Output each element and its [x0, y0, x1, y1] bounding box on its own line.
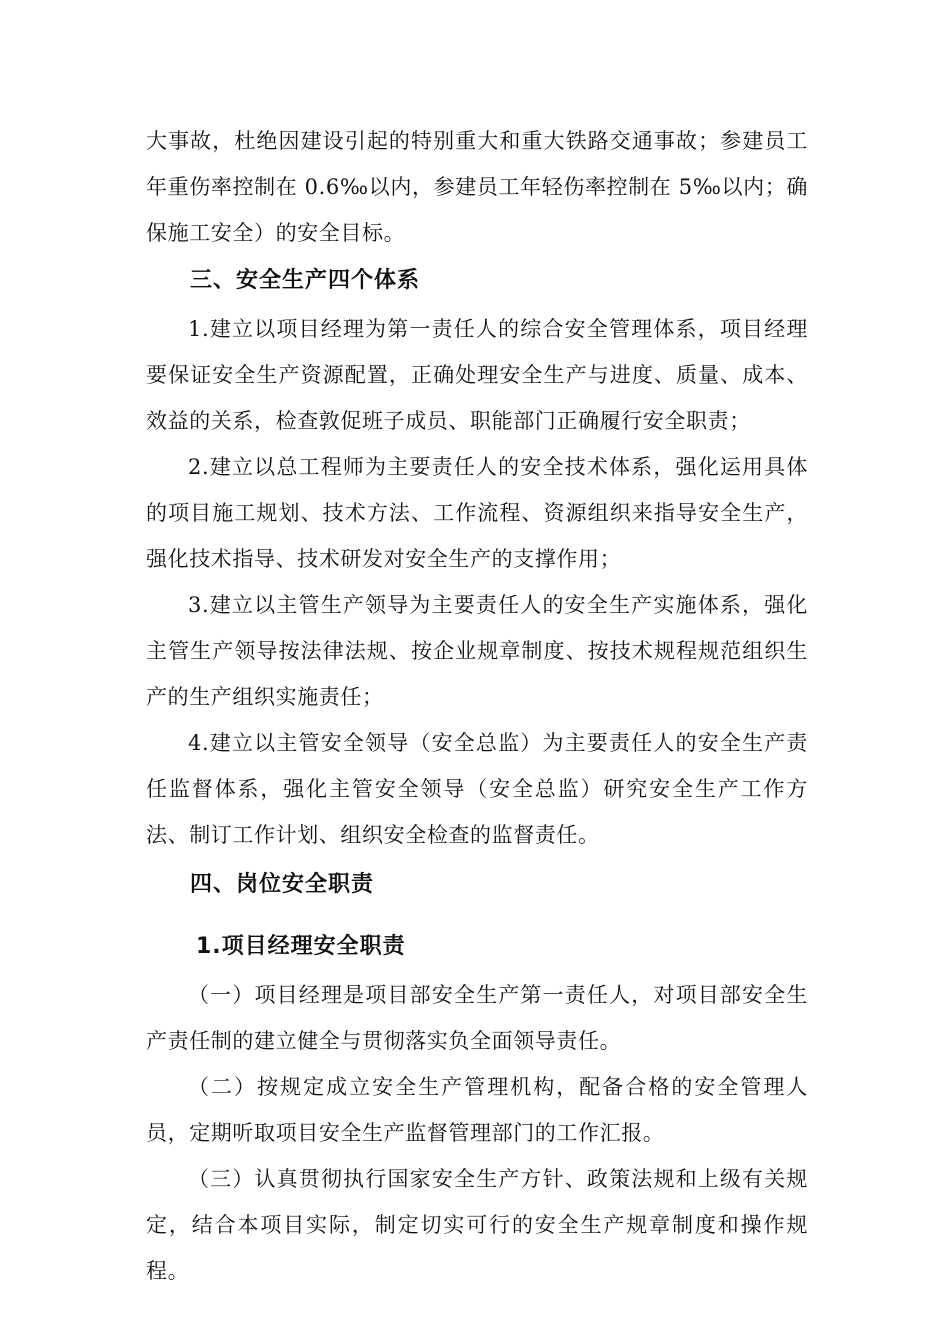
section-heading-safety-systems: 三、安全生产四个体系 [190, 268, 421, 293]
safety-system-item-3: 3.建立以主管生产领导为主要责任人的安全生产实施体系，强化主管生产领导按法律法规、按企业规章制度、按技术规程规范组织生产的生产组织实施责任； [146, 593, 808, 709]
safety-system-item-2: 2.建立以总工程师为主要责任人的安全技术体系，强化运用具体的项目施工规划、技术方法、工作流程、资源组织来指导安全生产，强化技术指导、技术研发对安全生产的支撑作用； [146, 455, 808, 571]
pm-duty-item-2: （二）按规定成立安全生产管理机构，配备合格的安全管理人员，定期听取项目安全生产监督管理部门的工作汇报。 [146, 1075, 808, 1145]
intro-paragraph: 大事故，杜绝因建设引起的特别重大和重大铁路交通事故；参建员工年重伤率控制在 0.6‰以内，参建员工年轻伤率控制在 5‰以内；确保施工安全）的安全目标。 [146, 129, 808, 245]
safety-system-item-1: 1.建立以项目经理为第一责任人的综合安全管理体系，项目经理要保证安全生产资源配置，正确处理安全生产与进度、质量、成本、效益的关系，检查敦促班子成员、职能部门正确履行安全职责； [146, 317, 808, 433]
document-body [146, 118, 808, 1294]
safety-system-item-4: 4.建立以主管安全领导（安全总监）为主要责任人的安全生产责任监督体系，强化主管安全领导（安全总监）研究安全生产工作方法、制订工作计划、组织安全检查的监督责任。 [146, 731, 808, 847]
subsection-heading-project-manager: 1.项目经理安全职责 [196, 934, 406, 959]
pm-duty-item-3: （三）认真贯彻执行国家安全生产方针、政策法规和上级有关规定，结合本项目实际，制定切实可行的安全生产规章制度和操作规程。 [146, 1167, 808, 1283]
pm-duty-item-1: （一）项目经理是项目部安全生产第一责任人，对项目部安全生产责任制的建立健全与贯彻落实负全面领导责任。 [146, 983, 808, 1053]
section-heading-post-duties: 四、岗位安全职责 [190, 872, 375, 897]
